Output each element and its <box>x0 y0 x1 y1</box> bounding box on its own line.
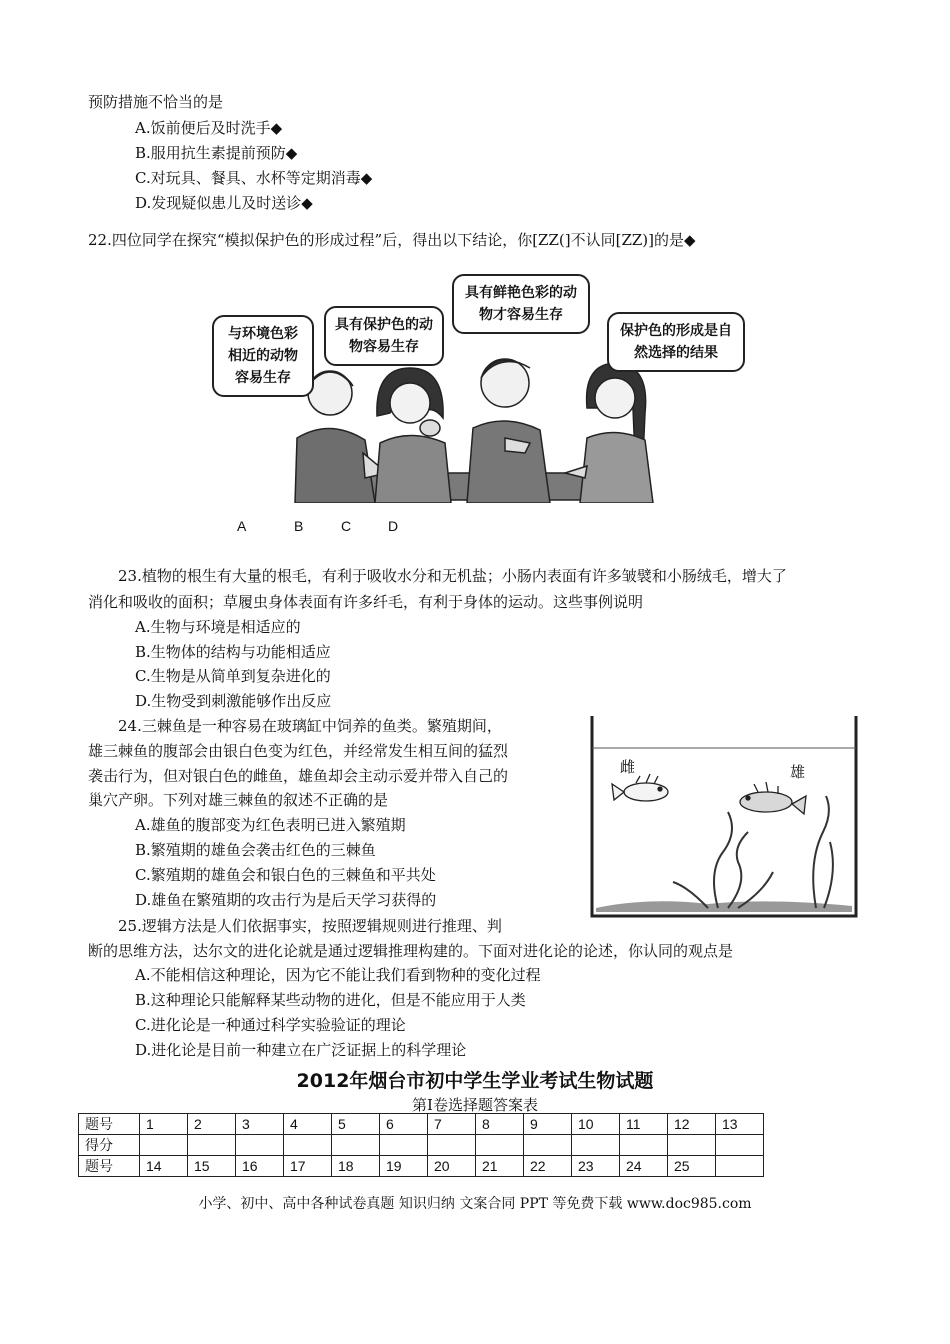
q21-option-a: A.饭前便后及时洗手◆ <box>135 119 283 137</box>
answer-sheet-title: 第Ⅰ卷选择题答案表 <box>412 1096 538 1114</box>
q24-stem-line1: 24.三棘鱼是一种容易在玻璃缸中饲养的鱼类。繁殖期间， <box>118 717 502 735</box>
q24-option-a: A.雄鱼的腹部变为红色表明已进入繁殖期 <box>135 816 406 834</box>
score-cell[interactable] <box>476 1135 524 1156</box>
score-cell[interactable] <box>188 1135 236 1156</box>
row-header: 题号 <box>79 1114 140 1135</box>
table-cell: 17 <box>284 1156 332 1177</box>
table-cell: 14 <box>140 1156 188 1177</box>
table-cell: 18 <box>332 1156 380 1177</box>
score-cell[interactable] <box>620 1135 668 1156</box>
table-cell: 8 <box>476 1114 524 1135</box>
table-cell <box>716 1156 764 1177</box>
score-cell[interactable] <box>572 1135 620 1156</box>
q23-option-c: C.生物是从简单到复杂进化的 <box>135 667 331 685</box>
table-cell: 13 <box>716 1114 764 1135</box>
score-cell[interactable] <box>428 1135 476 1156</box>
letter-a: A <box>237 518 247 534</box>
q25-option-a: A.不能相信这种理论，因为它不能让我们看到物种的变化过程 <box>135 966 541 984</box>
letter-d: D <box>388 518 399 534</box>
table-row <box>79 1135 764 1156</box>
q23-option-b: B.生物体的结构与功能相适应 <box>135 643 331 661</box>
student-b-figure <box>375 368 451 503</box>
table-row <box>79 1114 764 1135</box>
male-fish <box>740 782 806 814</box>
q21-stem: 预防措施不恰当的是 <box>88 93 224 111</box>
exam-title: 2012年烟台市初中学生学业考试生物试题 <box>296 1070 654 1092</box>
table-cell: 16 <box>236 1156 284 1177</box>
table-cell: 9 <box>524 1114 572 1135</box>
q24-stem-line2: 雄三棘鱼的腹部会由银白色变为红色，并经常发生相互间的猛烈 <box>88 742 509 760</box>
q22-stem: 22.四位同学在探究“模拟保护色的形成过程”后，得出以下结论，你[ZZ(]不认同[ZZ)]的是◆ <box>88 231 696 249</box>
table-cell: 12 <box>668 1114 716 1135</box>
table-cell: 24 <box>620 1156 668 1177</box>
table-cell: 1 <box>140 1114 188 1135</box>
table-cell: 6 <box>380 1114 428 1135</box>
score-cell[interactable] <box>332 1135 380 1156</box>
score-cell[interactable] <box>284 1135 332 1156</box>
score-cell[interactable] <box>716 1135 764 1156</box>
q23-stem-line1: 23.植物的根生有大量的根毛，有利于吸收水分和无机盐；小肠内表面有许多皱襞和小肠绒毛，增大了 <box>118 567 787 585</box>
q24-option-b: B.繁殖期的雄鱼会袭击红色的三棘鱼 <box>135 841 376 859</box>
footer-text: 小学、初中、高中各种试卷真题 知识归纳 文案合同 PPT 等免费下载 www.doc985.com <box>198 1196 752 1212</box>
male-label: 雄 <box>790 763 806 781</box>
q25-stem-line1: 25.逻辑方法是人们依据事实，按照逻辑规则进行推理、判 <box>118 917 502 935</box>
score-cell[interactable] <box>380 1135 428 1156</box>
q24-stem-line3: 袭击行为，但对银白色的雌鱼，雄鱼却会主动示爱并带入自己的 <box>88 767 509 785</box>
table-cell: 23 <box>572 1156 620 1177</box>
q23-option-a: A.生物与环境是相适应的 <box>135 618 301 636</box>
letter-b: B <box>294 518 304 534</box>
table-cell: 25 <box>668 1156 716 1177</box>
letter-c: C <box>341 518 352 534</box>
table-cell: 11 <box>620 1114 668 1135</box>
female-label: 雌 <box>620 758 636 776</box>
student-c-figure <box>467 359 550 503</box>
q24-stem-line4: 巢穴产卵。下列对雄三棘鱼的叙述不正确的是 <box>88 791 389 809</box>
row-header: 得分 <box>79 1135 140 1156</box>
table-row <box>79 1156 764 1177</box>
q24-option-d: D.雄鱼在繁殖期的攻击行为是后天学习获得的 <box>135 891 437 909</box>
q25-stem-line2: 断的思维方法，达尔文的进化论就是通过逻辑推理构建的。下面对进化论的论述，你认同的观点是 <box>88 942 734 960</box>
table-cell: 3 <box>236 1114 284 1135</box>
table-cell: 5 <box>332 1114 380 1135</box>
speech-bubble-a: 与环境色彩相近的动物容易生存 <box>212 315 314 397</box>
speech-bubble-b: 具有保护色的动物容易生存 <box>324 306 444 366</box>
table-cell: 2 <box>188 1114 236 1135</box>
q25-option-d: D.进化论是目前一种建立在广泛证据上的科学理论 <box>135 1041 467 1059</box>
table-cell: 21 <box>476 1156 524 1177</box>
q25-option-b: B.这种理论只能解释某些动物的进化，但是不能应用于人类 <box>135 991 526 1009</box>
q21-option-d: D.发现疑似患儿及时送诊◆ <box>135 194 313 212</box>
q23-stem-line2: 消化和吸收的面积；草履虫身体表面有许多纤毛，有利于身体的运动。这些事例说明 <box>88 593 644 611</box>
score-cell[interactable] <box>236 1135 284 1156</box>
table-cell: 19 <box>380 1156 428 1177</box>
speech-bubble-d: 保护色的形成是自然选择的结果 <box>607 312 745 372</box>
table-cell: 4 <box>284 1114 332 1135</box>
score-cell[interactable] <box>524 1135 572 1156</box>
row-header: 题号 <box>79 1156 140 1177</box>
q21-option-b: B.服用抗生素提前预防◆ <box>135 144 298 162</box>
q25-option-c: C.进化论是一种通过科学实验验证的理论 <box>135 1016 406 1034</box>
table-cell: 20 <box>428 1156 476 1177</box>
q24-option-c: C.繁殖期的雄鱼会和银白色的三棘鱼和平共处 <box>135 866 436 884</box>
answer-table <box>78 1113 764 1177</box>
score-cell[interactable] <box>668 1135 716 1156</box>
table-cell: 22 <box>524 1156 572 1177</box>
score-cell[interactable] <box>140 1135 188 1156</box>
female-fish <box>612 774 668 801</box>
table-cell: 15 <box>188 1156 236 1177</box>
table-cell: 7 <box>428 1114 476 1135</box>
speech-bubble-c: 具有鲜艳色彩的动物才容易生存 <box>452 274 590 334</box>
table-cell: 10 <box>572 1114 620 1135</box>
q21-option-c: C.对玩具、餐具、水杯等定期消毒◆ <box>135 169 373 187</box>
fish-tank-drawing <box>588 712 860 920</box>
q23-option-d: D.生物受到刺激能够作出反应 <box>135 692 332 710</box>
